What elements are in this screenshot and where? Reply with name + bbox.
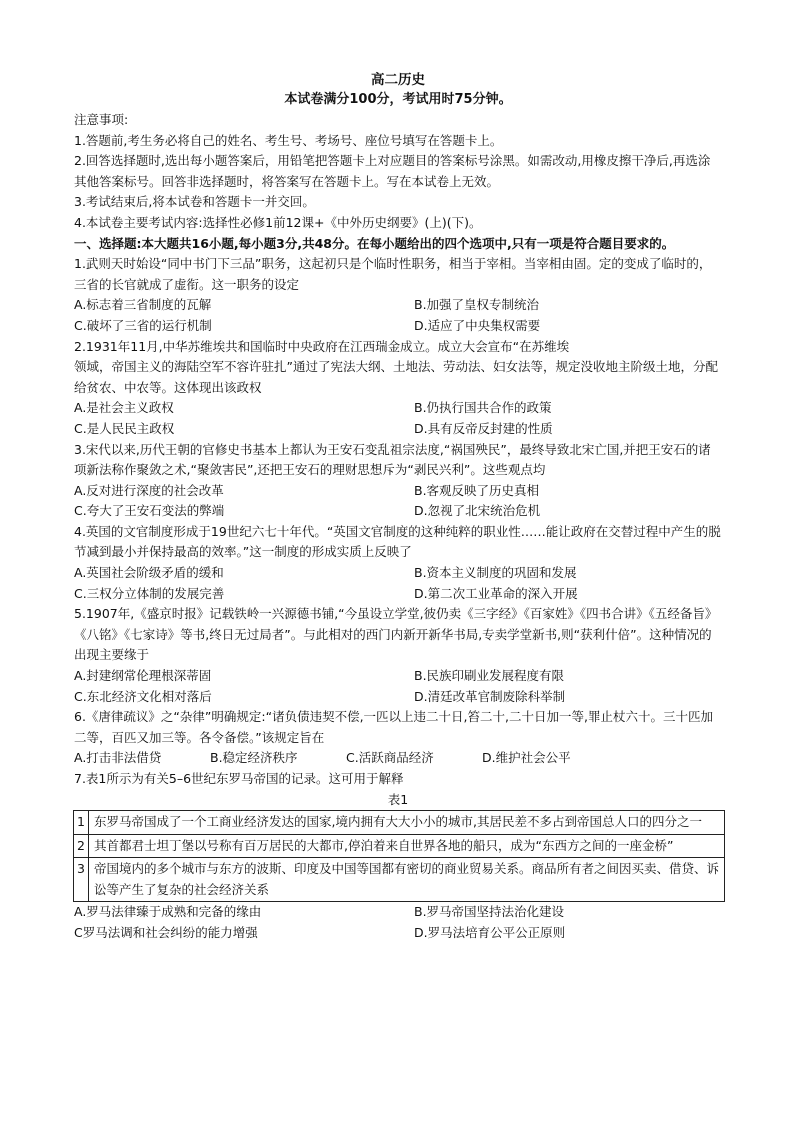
option-row — [74, 295, 722, 316]
option-d: D.具有反帝反封建的性质 — [414, 420, 553, 436]
question-1 — [74, 254, 722, 336]
row-text: 东罗马帝国成了一个工商业经济发达的国家,境内拥有大大小小的城市,其居民差不多占到帝国总人口的四分之一 — [89, 811, 725, 835]
option-b: B.资本主义制度的巩固和发展 — [414, 565, 577, 581]
option-row — [74, 748, 722, 769]
note-item: 2.回答选择题时,选出每小题答案后，用铅笔把答题卡上对应题目的答案标号涂黑。如需改动,用橡皮擦干净后,再选涂其他答案标号。回答非选择题时，将答案写在答题卡上。写在本试卷上无效。 — [74, 153, 711, 189]
option-b: B.罗马帝国坚持法治化建设 — [414, 904, 565, 920]
option-b: B.加强了皇权专制统治 — [414, 297, 540, 313]
option-d: D.第二次工业革命的深入开展 — [414, 585, 578, 601]
option-a: A.打击非法借贷 — [74, 750, 162, 766]
option-row — [74, 419, 722, 440]
question-stem: 1.武则天时始设“同中书门下三品”职务，这起初只是个临时性职务，相当于宰相。当宰相由固。定的变成了临时的，三省的长官就成了虚衔。这一职务的设定 — [74, 256, 712, 292]
option-a: A.英国社会阶级矛盾的缓和 — [74, 565, 224, 581]
option-row — [74, 687, 722, 708]
option-d: D.忽视了北宋统治危机 — [414, 503, 541, 519]
option-c: C.三权分立体制的发展完善 — [74, 585, 225, 601]
table-row — [74, 811, 725, 835]
notes-heading: 注意事项: — [74, 112, 129, 127]
option-d: D.维护社会公平 — [482, 750, 571, 766]
section-heading: 一、选择题:本大题共16小题,每小题3分,共48分。在每小题给出的四个选项中,只有一项是符合题目要求的。 — [74, 235, 675, 251]
option-a: A.反对进行深度的社会改革 — [74, 482, 224, 498]
table-row — [74, 834, 725, 858]
option-row — [74, 481, 722, 502]
option-a: A.罗马法律臻于成熟和完备的缘由 — [74, 904, 262, 920]
option-a: A.是社会主义政权 — [74, 400, 174, 416]
option-c: C.是人民民主政权 — [74, 420, 175, 436]
option-c: C.活跃商品经济 — [346, 750, 434, 766]
question-stem-cont: 领域，帝国主义的海陆空军不容许驻扎”通过了宪法大纲、土地法、劳动法、妇女法等，规定没收地主阶级土地，分配给贫农、中农等。这体现出该政权 — [74, 359, 718, 395]
option-row — [74, 902, 722, 923]
row-number: 1 — [74, 811, 89, 835]
option-b: B.民族印刷业发展程度有限 — [414, 668, 565, 684]
page-title: 高二历史 — [371, 72, 425, 88]
note-item: 3.考试结束后,将本试卷和答题卡一并交回。 — [74, 194, 315, 210]
question-2 — [74, 337, 722, 440]
question-4 — [74, 522, 722, 604]
option-c: C.东北经济文化相对落后 — [74, 688, 212, 704]
record-table — [73, 810, 725, 902]
row-text: 其首都君士坦丁堡以号称有百万居民的大都市,停泊着来自世界各地的船只，成为“东西方之间的一座金桥” — [89, 834, 725, 858]
row-number: 3 — [74, 858, 89, 902]
table-row — [74, 858, 725, 902]
question-3 — [74, 440, 722, 522]
question-7 — [74, 769, 722, 943]
option-row — [74, 584, 722, 605]
option-row — [74, 398, 722, 419]
question-stem: 3.宋代以来,历代王朝的官修史书基本上都认为王安石变乱祖宗法度,“祸国殃民”，最终导致北宋亡国,并把王安石的诸项新法称作聚敛之术,“聚敛害民”,还把王安石的理财思想斥为“剥民兴利”。这些观点均 — [74, 441, 711, 478]
option-row — [74, 501, 722, 522]
question-stem: 6.《唐律疏议》之“杂律”明确规定:“诸负债违契不偿,一匹以上违二十日,笞二十,二十日加一等,罪止杖六十。三十匹加二等，百匹又加三等。各令备偿。”该规定旨在 — [74, 709, 713, 745]
exam-page — [74, 70, 722, 943]
option-c: C.破坏了三省的运行机制 — [74, 317, 212, 333]
option-row — [74, 923, 722, 944]
option-b: B.仍执行国共合作的政策 — [414, 400, 552, 416]
question-stem: 4.英国的文官制度形成于19世纪六七十年代。“英国文官制度的这种纯粹的职业性……能让政府在交替过程中产生的脱节减到最小并保持最高的效率。”这一制度的形成实质上反映了 — [74, 523, 721, 560]
question-6 — [74, 707, 722, 769]
question-stem: 2.1931年11月,中华苏维埃共和国临时中央政府在江西瑞金成立。成立大会宣布“在苏维埃 — [74, 338, 570, 354]
option-row — [74, 563, 722, 584]
question-stem: 5.1907年,《盛京时报》记载铁岭一兴源德书铺,“今虽设立学堂,彼仍卖《三字经》《百家姓》《四书合讲》《五经备旨》《八铭》《七家诗》等书,终日无过局者”。与此相对的西门内新开新华书局,专卖学堂新书,则“获利什倍”。这种情况的出现主要缘于 — [74, 606, 718, 663]
notes — [74, 110, 722, 234]
option-d: D.罗马法培育公平公正原则 — [414, 924, 566, 940]
row-number: 2 — [74, 834, 89, 858]
option-b: B.稳定经济秩序 — [210, 750, 298, 766]
option-c: C罗马法调和社会纠纷的能力增强 — [74, 924, 258, 940]
question-5 — [74, 604, 722, 707]
question-stem: 7.表1所示为有关5–6世纪东罗马帝国的记录。这可用于解释 — [74, 771, 404, 786]
note-item: 4.本试卷主要考试内容:选择性必修1前12课+《中外历史纲要》(上)(下)。 — [74, 214, 482, 230]
option-b: B.客观反映了历史真相 — [414, 482, 540, 498]
option-a: A.标志着三省制度的瓦解 — [74, 297, 212, 313]
option-row — [74, 316, 722, 337]
option-row — [74, 666, 722, 687]
option-c: C.夸大了王安石变法的弊端 — [74, 503, 225, 519]
note-item: 1.答题前,考生务必将自己的姓名、考生号、考场号、座位号填写在答题卡上。 — [74, 132, 503, 148]
option-d: D.清廷改革官制废除科举制 — [414, 688, 566, 704]
option-d: D.适应了中央集权需要 — [414, 317, 541, 333]
table-caption: 表1 — [387, 791, 409, 807]
option-a: A.封建纲常伦理根深蒂固 — [74, 668, 212, 684]
page-subtitle: 本试卷满分100分，考试用时75分钟。 — [284, 92, 512, 107]
row-text: 帝国境内的多个城市与东方的波斯、印度及中国等国都有密切的商业贸易关系。商品所有者之间因买卖、借贷、诉讼等产生了复杂的社会经济关系 — [89, 858, 725, 902]
